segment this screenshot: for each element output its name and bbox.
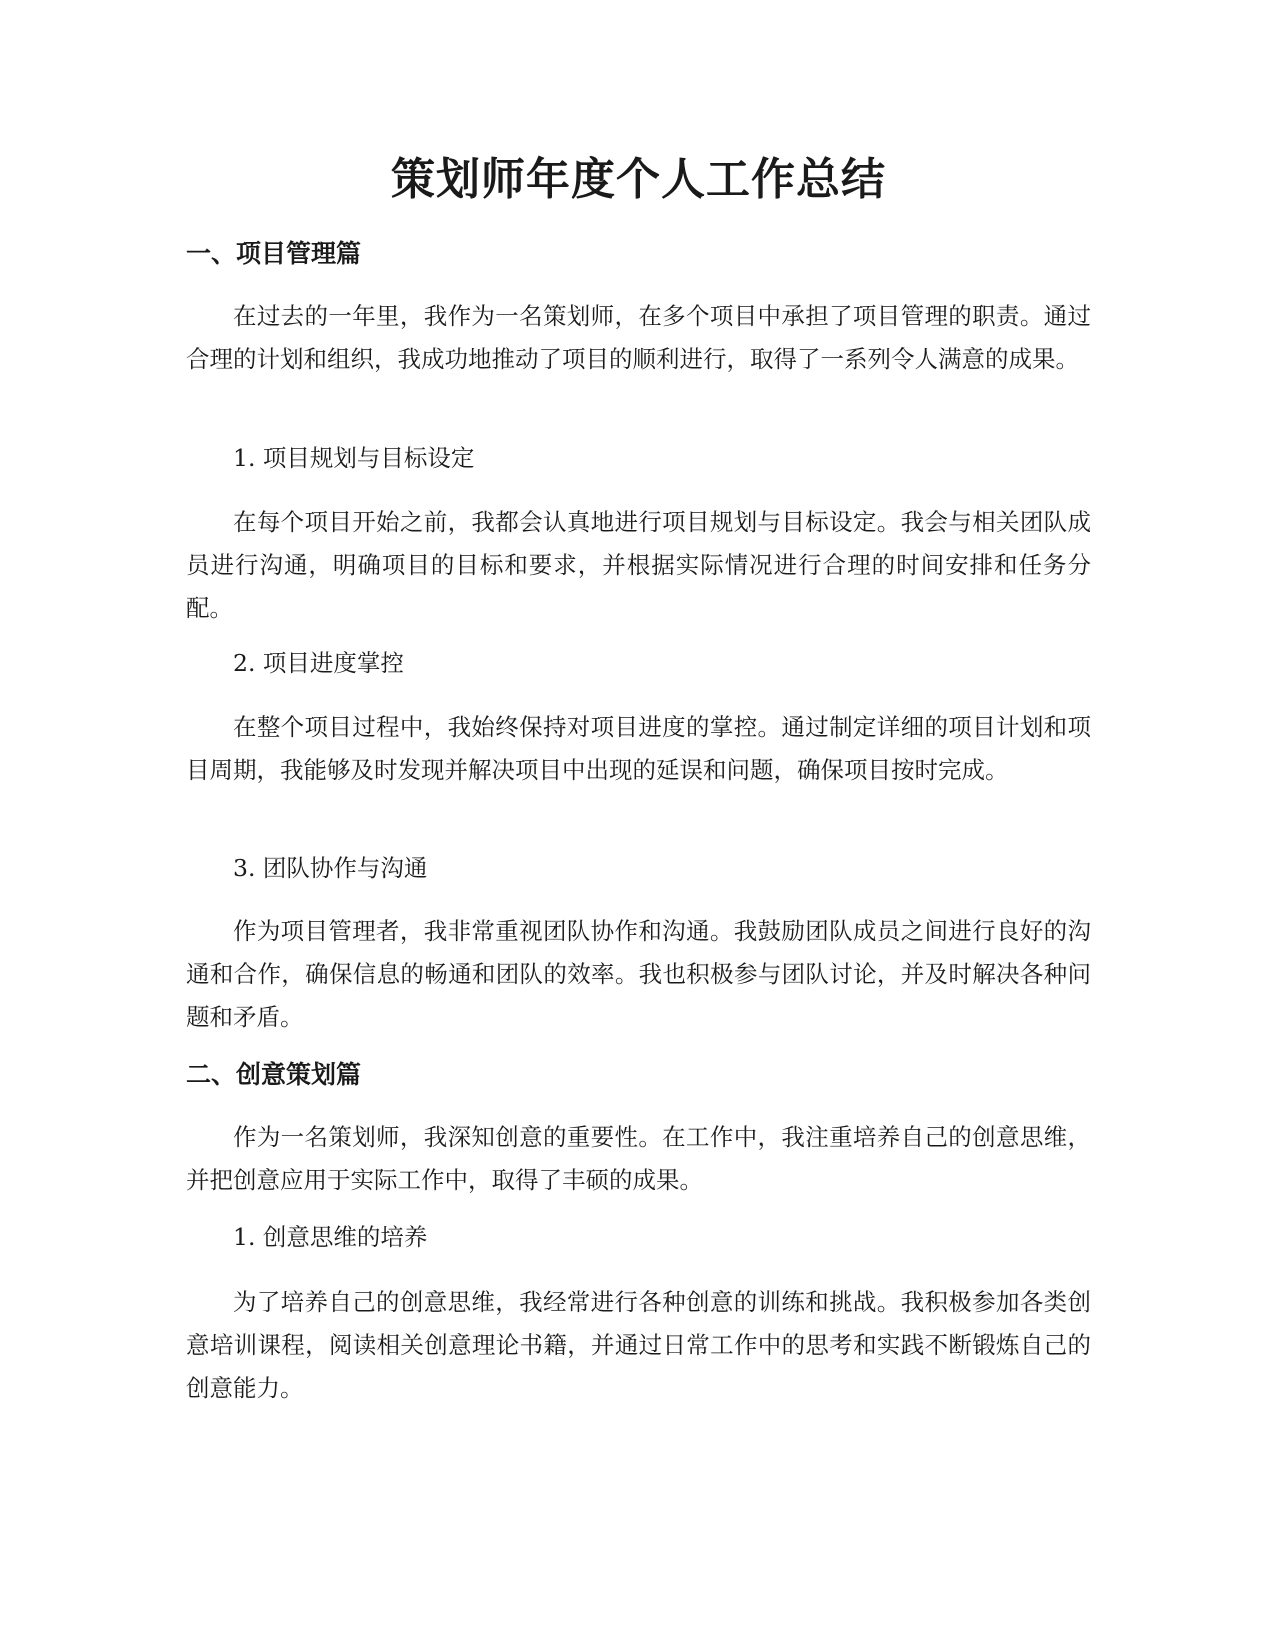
section-intro-creative-planning: 作为一名策划师，我深知创意的重要性。在工作中，我注重培养自己的创意思维，并把创意应用于实际工作中，取得了丰硕的成果。 xyxy=(186,1123,1091,1194)
section-heading-project-management: 一、项目管理篇 xyxy=(186,239,362,268)
document-title: 策划师年度个人工作总结 xyxy=(391,154,886,205)
subheading-team-collaboration: 3. 团队协作与沟通 xyxy=(233,854,428,882)
subheading-creative-thinking: 1. 创意思维的培养 xyxy=(233,1223,428,1251)
section-heading-creative-planning: 二、创意策划篇 xyxy=(186,1060,362,1089)
paragraph-team-collaboration: 作为项目管理者，我非常重视团队协作和沟通。我鼓励团队成员之间进行良好的沟通和合作，确保信息的畅通和团队的效率。我也积极参与团队讨论，并及时解决各种问题和矛盾。 xyxy=(186,917,1091,1031)
paragraph-creative-thinking: 为了培养自己的创意思维，我经常进行各种创意的训练和挑战。我积极参加各类创意培训课程，阅读相关创意理论书籍，并通过日常工作中的思考和实践不断锻炼自己的创意能力。 xyxy=(186,1288,1091,1402)
subheading-progress-control: 2. 项目进度掌控 xyxy=(233,649,404,677)
paragraph-progress-control: 在整个项目过程中，我始终保持对项目进度的掌控。通过制定详细的项目计划和项目周期，我能够及时发现并解决项目中出现的延误和问题，确保项目按时完成。 xyxy=(186,713,1091,784)
subheading-project-planning: 1. 项目规划与目标设定 xyxy=(233,444,475,472)
section-intro-project-management: 在过去的一年里，我作为一名策划师，在多个项目中承担了项目管理的职责。通过合理的计划和组织，我成功地推动了项目的顺利进行，取得了一系列令人满意的成果。 xyxy=(186,302,1091,373)
paragraph-project-planning: 在每个项目开始之前，我都会认真地进行项目规划与目标设定。我会与相关团队成员进行沟通，明确项目的目标和要求，并根据实际情况进行合理的时间安排和任务分配。 xyxy=(186,508,1091,622)
document-page xyxy=(186,0,1091,1650)
